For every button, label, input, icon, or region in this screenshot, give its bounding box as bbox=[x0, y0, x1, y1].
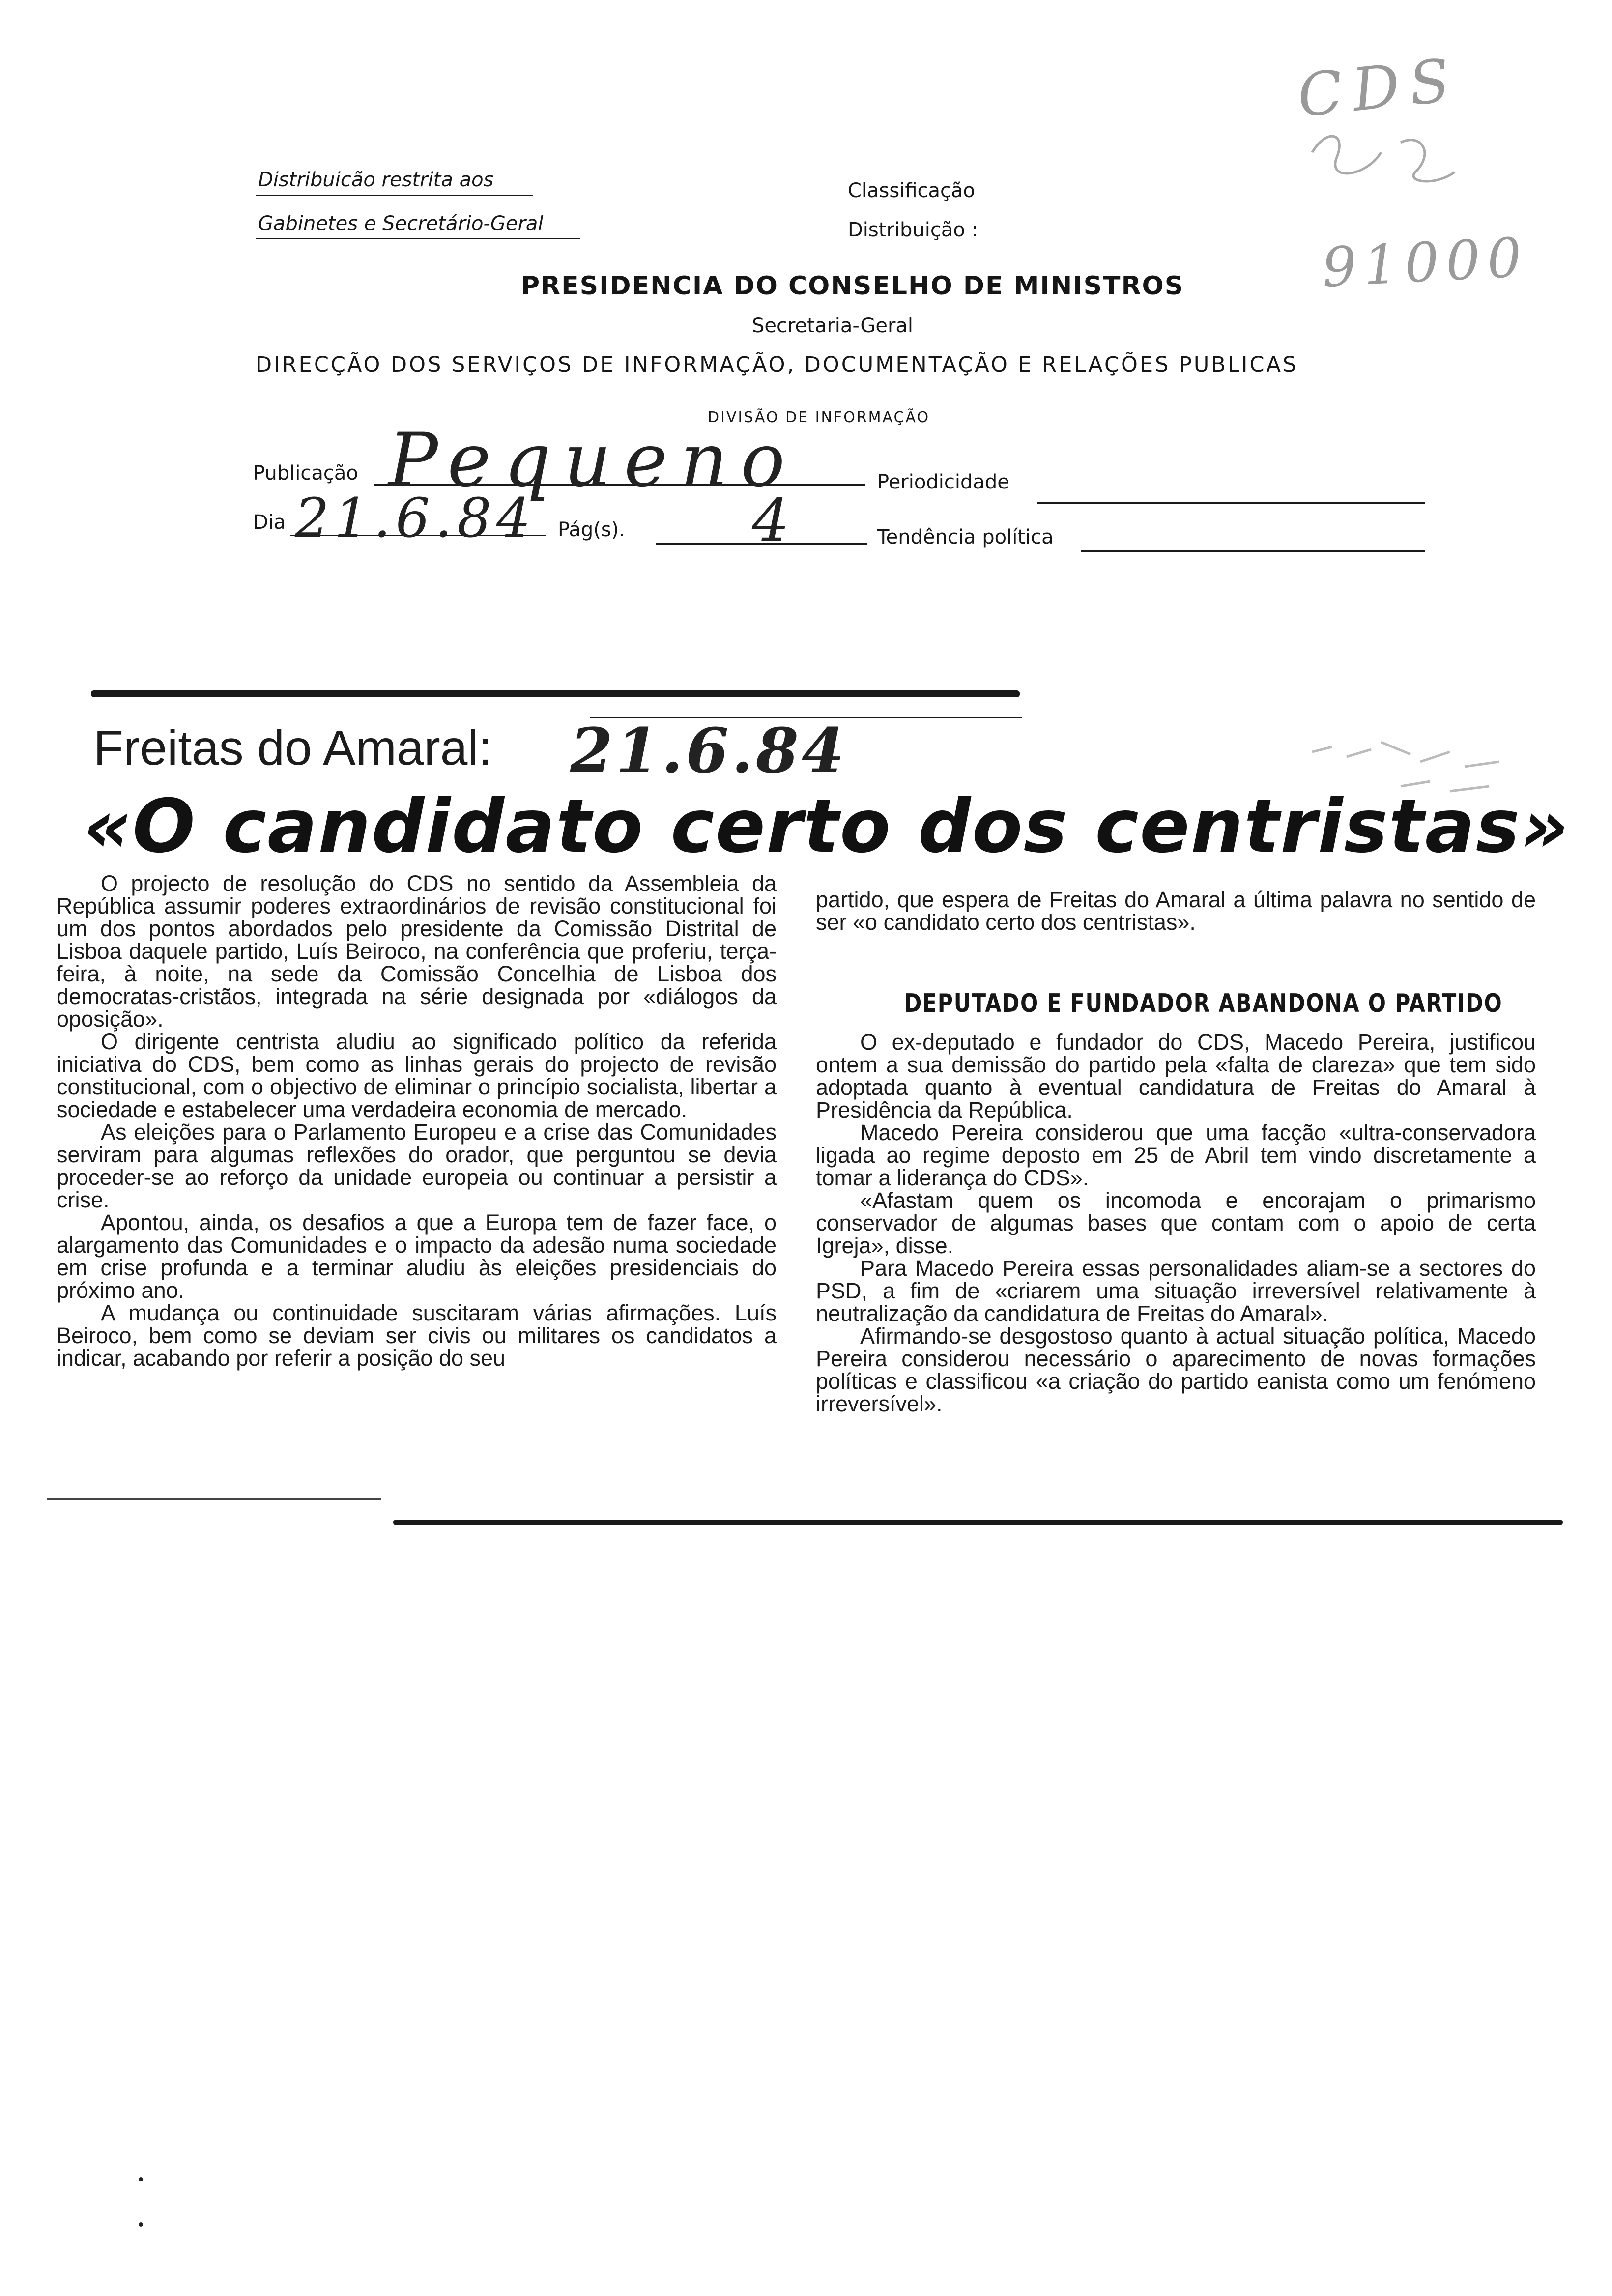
classification-label: Classificação bbox=[848, 179, 976, 202]
article-paragraph: A mudança ou continuidade suscitaram várias afirmações. Luís Beiroco, bem como se deviam ser civis ou militares os candidatos a indicar, acabando por referir a posição do seu bbox=[57, 1300, 777, 1371]
periodicity-label: Periodicidade bbox=[877, 471, 1009, 493]
article-column-right bbox=[816, 1031, 1536, 1415]
article-column-left bbox=[57, 872, 777, 1370]
article-column-right-intro bbox=[816, 889, 1536, 934]
article-paragraph: O dirigente centrista aludiu ao significado político da referida iniciativa do CDS, bem como as linhas gerais do projecto de revisão constitucional, com o objectivo de eliminar o princípio socialista, libertar a sociedade e estabelecer uma verdadeira economia de mercado. bbox=[57, 1029, 777, 1122]
article-paragraph: Para Macedo Pereira essas personalidades aliam-se a sectores do PSD, a fim de «criarem uma situação irreversível relativamente à neutralização da candidatura de Freitas do Amaral». bbox=[816, 1256, 1536, 1326]
article-paragraph: Afirmando-se desgostoso quanto à actual situação política, Macedo Pereira considerou necessário o aparecimento de novas formações políticas e classificou «a criação do partido eanista como um fenómeno irreversível». bbox=[816, 1323, 1536, 1416]
article-subheading: DEPUTADO E FUNDADOR ABANDONA O PARTIDO bbox=[904, 989, 1503, 1018]
day-label: Dia bbox=[253, 511, 286, 534]
clipping-top-rule bbox=[91, 690, 1020, 697]
distribution-restricted-line1: Distribuicão restrita aos bbox=[258, 169, 494, 191]
headline-handwritten-date: 21.6.84 bbox=[570, 715, 847, 787]
article-paragraph: partido, que espera de Freitas do Amaral a última palavra no sentido de ser «o candidato certo dos centristas». bbox=[816, 887, 1536, 935]
distribution-restricted-line2: Gabinetes e Secretário-Geral bbox=[258, 212, 544, 235]
corner-handwritten-note: CDS bbox=[1294, 46, 1463, 131]
article-paragraph: Apontou, ainda, os desafios a que a Europa tem de fazer face, o alargamento das Comunidades e o impacto da adesão numa sociedade em crise profunda e a terminar aludiu às eleições presidenciais do próximo ano. bbox=[57, 1210, 777, 1303]
clipping-bottom-rule-left bbox=[47, 1498, 381, 1500]
article-paragraph: «Afastam quem os incomoda e encorajam o primarismo conservador de algumas bases que contam com o apoio de certa Igreja», disse. bbox=[816, 1188, 1536, 1258]
publication-handwritten-value: Pequeno bbox=[388, 418, 798, 503]
publication-label: Publicação bbox=[253, 462, 358, 485]
distribution-label: Distribuição : bbox=[848, 219, 979, 241]
clipping-bottom-rule bbox=[393, 1520, 1563, 1525]
day-handwritten-value: 21.6.84 bbox=[295, 487, 536, 549]
corner-handwritten-number: 91000 bbox=[1320, 226, 1530, 299]
article-paragraph: Macedo Pereira considerou que uma facção «ultra-conservadora ligada ao regime deposto em 25 de Abril tem vindo discretamente a tomar a liderança do CDS». bbox=[816, 1120, 1536, 1190]
division-title: DIVISÃO DE INFORMAÇÃO bbox=[708, 409, 930, 426]
secretariat-title: Secretaria-Geral bbox=[752, 315, 914, 337]
presidency-title: PRESIDENCIA DO CONSELHO DE MINISTROS bbox=[521, 271, 1184, 301]
article-paragraph: O ex-deputado e fundador do CDS, Macedo Pereira, justificou ontem a sua demissão do partido pela «falta de clareza» que tem sido adoptada quanto à eventual candidatura de Freitas do Amaral à Presidência da República. bbox=[816, 1030, 1536, 1122]
scan-speck bbox=[139, 2222, 143, 2227]
pages-label: Pág(s). bbox=[558, 518, 625, 541]
distribution-underline-2 bbox=[256, 238, 580, 239]
periodicity-line bbox=[1037, 502, 1425, 504]
directorate-title: DIRECÇÃO DOS SERVIÇOS DE INFORMAÇÃO, DOCUMENTAÇÃO E RELAÇÕES PUBLICAS bbox=[256, 352, 1298, 377]
article-headline: «O candidato certo dos centristas» bbox=[84, 784, 1570, 869]
article-paragraph: O projecto de resolução do CDS no sentido da Assembleia da República assumir poderes extraordinários de revisão constitucional foi um dos pontos abordados pelo presidente da Comissão Distrital de Lisboa daquele partido, Luís Beiroco, na conferência que proferiu, terça-feira, à noite, na sede da Comissão Concelhia de Lisboa dos democratas-cristãos, integrada na série designada por «diálogos da oposição». bbox=[57, 871, 777, 1032]
article-paragraph: As eleições para o Parlamento Europeu e a crise das Comunidades serviram para algumas reflexões do orador, que perguntou se devia proceder-se ao reforço da unidade europeia ou continuar a persistir a crise. bbox=[57, 1119, 777, 1212]
corner-scribble bbox=[1307, 123, 1465, 201]
article-kicker: Freitas do Amaral: bbox=[93, 720, 492, 775]
pages-handwritten-value: 4 bbox=[752, 487, 790, 555]
tendency-line bbox=[1081, 550, 1425, 552]
scan-speck bbox=[139, 2177, 143, 2181]
distribution-underline-1 bbox=[256, 195, 533, 196]
tendency-label: Tendência política bbox=[877, 526, 1054, 548]
